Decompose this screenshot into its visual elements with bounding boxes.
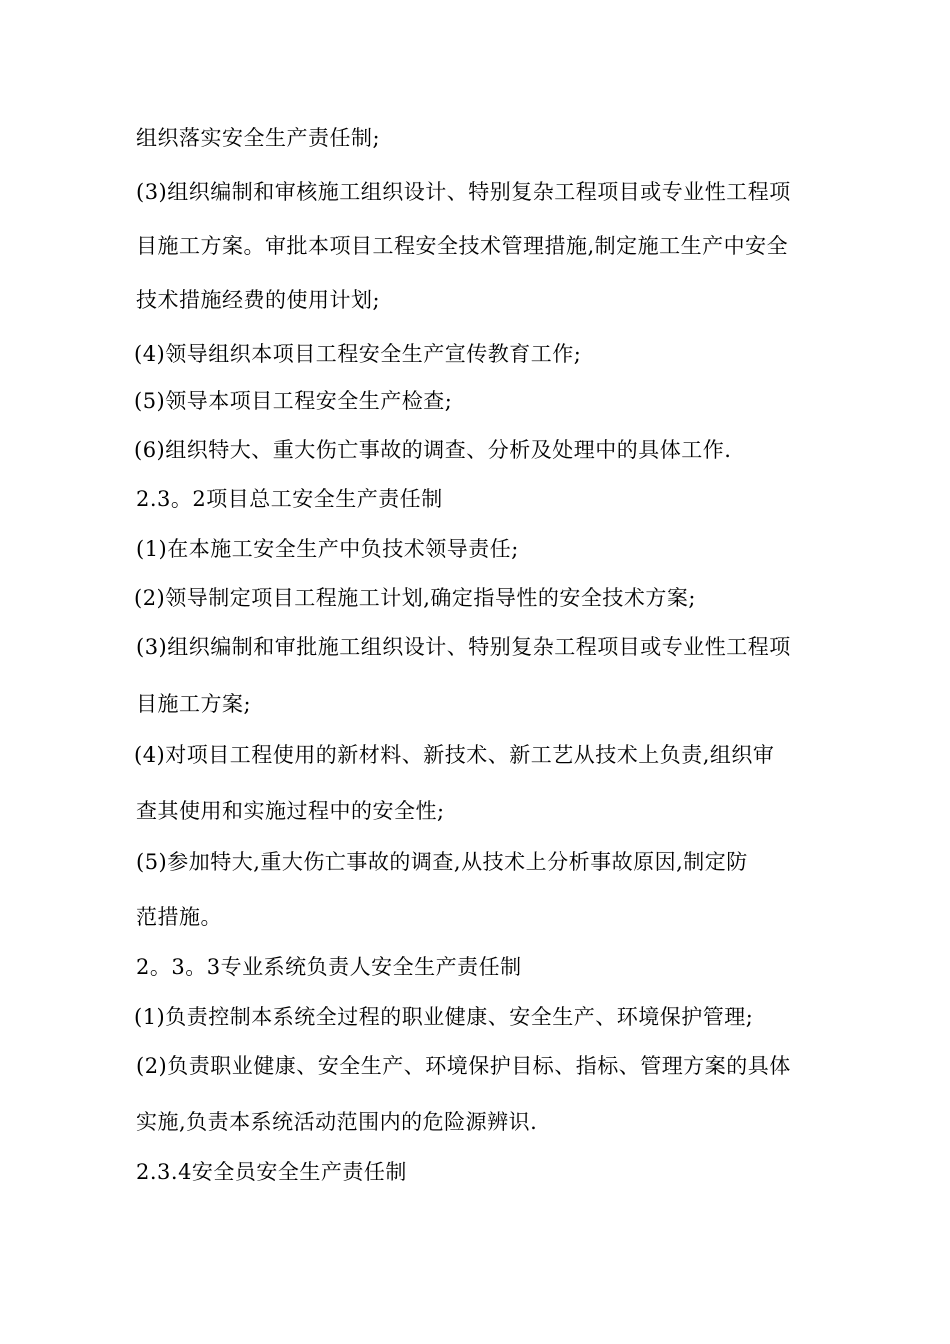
text-line: (1)在本施工安全生产中负技术领导责任; bbox=[136, 537, 519, 561]
text-line: (4)领导组织本项目工程安全生产宣传教育工作; bbox=[134, 342, 582, 366]
text-line: 组织落实安全生产责任制; bbox=[136, 126, 381, 150]
text-line: 目施工方案。审批本项目工程安全技术管理措施,制定施工生产中安全 bbox=[136, 234, 789, 258]
text-line: (3)组织编制和审批施工组织设计、特别复杂工程项目或专业性工程项 bbox=[136, 635, 791, 659]
text-line: (3)组织编制和审核施工组织设计、特别复杂工程项目或专业性工程项 bbox=[136, 180, 791, 204]
text-line: 技术措施经费的使用计划; bbox=[136, 288, 381, 312]
text-line: (2)负责职业健康、安全生产、环境保护目标、指标、管理方案的具体 bbox=[136, 1054, 791, 1078]
text-line: (6)组织特大、重大伤亡事故的调查、分析及处理中的具体工作. bbox=[134, 438, 732, 462]
text-line: 目施工方案; bbox=[136, 692, 252, 716]
text-line: (4)对项目工程使用的新材料、新技术、新工艺从技术上负责,组织审 bbox=[134, 743, 775, 767]
text-line: (5)领导本项目工程安全生产检查; bbox=[134, 389, 453, 413]
text-line: 范措施。 bbox=[136, 905, 222, 929]
text-line: (2)领导制定项目工程施工计划,确定指导性的安全技术方案; bbox=[134, 586, 696, 610]
text-line: (1)负责控制本系统全过程的职业健康、安全生产、环境保护管理; bbox=[134, 1005, 754, 1029]
section-heading: 2.3。2项目总工安全生产责任制 bbox=[136, 487, 443, 511]
text-line: (5)参加特大,重大伤亡事故的调查,从技术上分析事故原因,制定防 bbox=[136, 850, 748, 874]
text-line: 查其使用和实施过程中的安全性; bbox=[136, 799, 445, 823]
text-line: 实施,负责本系统活动范围内的危险源辨识. bbox=[136, 1110, 538, 1134]
section-heading: 2。3。3专业系统负责人安全生产责任制 bbox=[136, 955, 522, 979]
section-heading: 2.3.4安全员安全生产责任制 bbox=[136, 1160, 407, 1184]
